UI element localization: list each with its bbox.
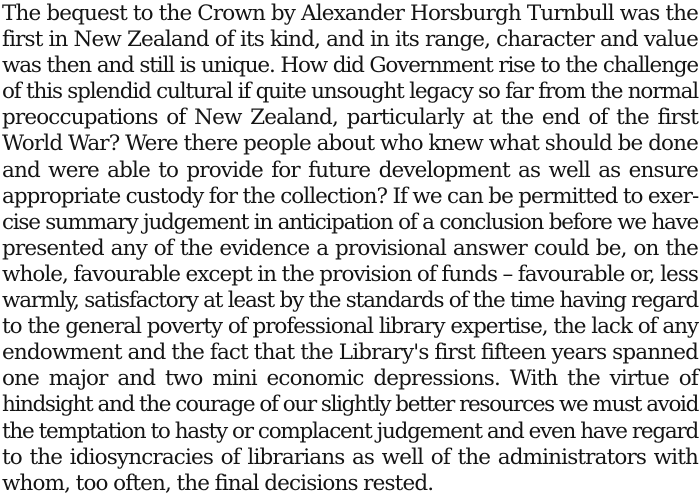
- text-line: and were able to provide for future development as well as ensure: [2, 157, 698, 183]
- text-line: World War? Were there people about who knew what should be done: [2, 131, 698, 157]
- text-line: warmly, satisfactory at least by the standards of the time having regard: [2, 288, 698, 314]
- text-line: hindsight and the courage of our slightly better resources we must avoid: [2, 392, 698, 418]
- text-line: presented any of the evidence a provisional answer could be, on the: [2, 235, 698, 261]
- text-line: preoccupations of New Zealand, particularly at the end of the first: [2, 105, 698, 131]
- text-line: to the idiosyncracies of librarians as well of the administrators with: [2, 444, 698, 470]
- body-paragraph: [2, 1, 698, 497]
- text-line: was then and still is unique. How did Government rise to the challenge: [2, 53, 698, 79]
- text-line: endowment and the fact that the Library's first fifteen years spanned: [2, 340, 698, 366]
- text-line-last: whom, too often, the final decisions rested.: [2, 470, 434, 496]
- text-line: appropriate custody for the collection? If we can be permitted to exer-: [2, 183, 699, 209]
- text-line: to the general poverty of professional library expertise, the lack of any: [2, 314, 698, 340]
- text-line: cise summary judgement in anticipation of a conclusion before we have: [2, 209, 698, 235]
- text-line: whole, favourable except in the provision of funds – favourable or, less: [2, 261, 698, 287]
- text-line: The bequest to the Crown by Alexander Horsburgh Turnbull was the: [2, 1, 698, 26]
- text-line: the temptation to hasty or complacent judgement and even have regard: [2, 418, 698, 444]
- text-line: first in New Zealand of its kind, and in its range, character and value: [2, 27, 698, 53]
- text-line: one major and two mini economic depressions. With the virtue of: [2, 366, 698, 392]
- text-line: of this splendid cultural if quite unsought legacy so far from the normal: [2, 79, 698, 105]
